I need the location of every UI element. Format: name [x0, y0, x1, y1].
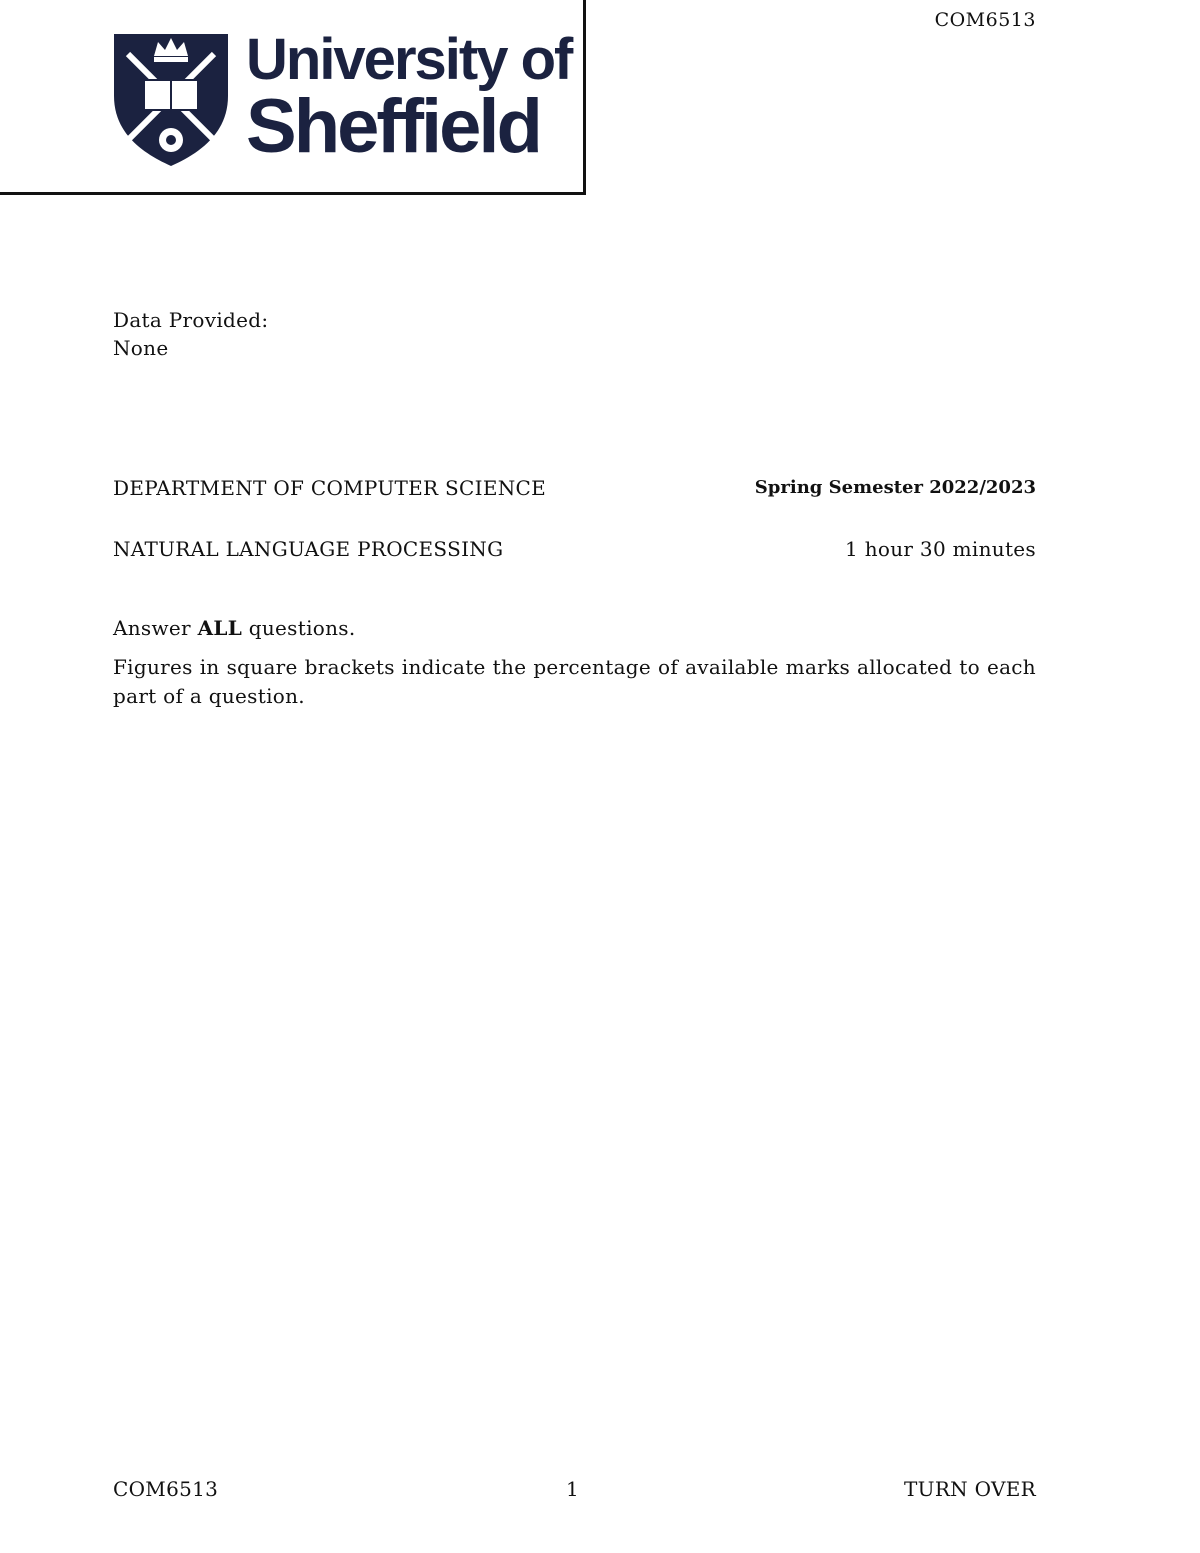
marks-instruction: Figures in square brackets indicate the percentage of available marks allocated to each part of a question.	[113, 655, 1036, 708]
semester: Spring Semester 2022/2023	[754, 477, 1036, 498]
answer-suffix: questions.	[242, 616, 356, 640]
exam-duration: 1 hour 30 minutes	[845, 537, 1036, 561]
logo-wordmark-line1: University of	[246, 27, 572, 92]
answer-emphasis: ALL	[197, 616, 243, 640]
answer-instruction	[113, 614, 356, 642]
data-provided-value: None	[113, 336, 169, 360]
logo-wordmark-line2: Sheffield	[246, 84, 540, 169]
data-provided-label: Data Provided:	[113, 308, 269, 332]
turn-over-label: TURN OVER	[904, 1477, 1036, 1501]
page-number: 1	[566, 1477, 580, 1501]
footer-course-code: COM6513	[113, 1477, 219, 1501]
department-name: DEPARTMENT OF COMPUTER SCIENCE	[113, 476, 547, 500]
header-course-code: COM6513	[934, 9, 1036, 31]
answer-prefix: Answer	[113, 616, 198, 640]
module-title: NATURAL LANGUAGE PROCESSING	[113, 537, 504, 561]
university-crest-icon	[110, 26, 232, 168]
